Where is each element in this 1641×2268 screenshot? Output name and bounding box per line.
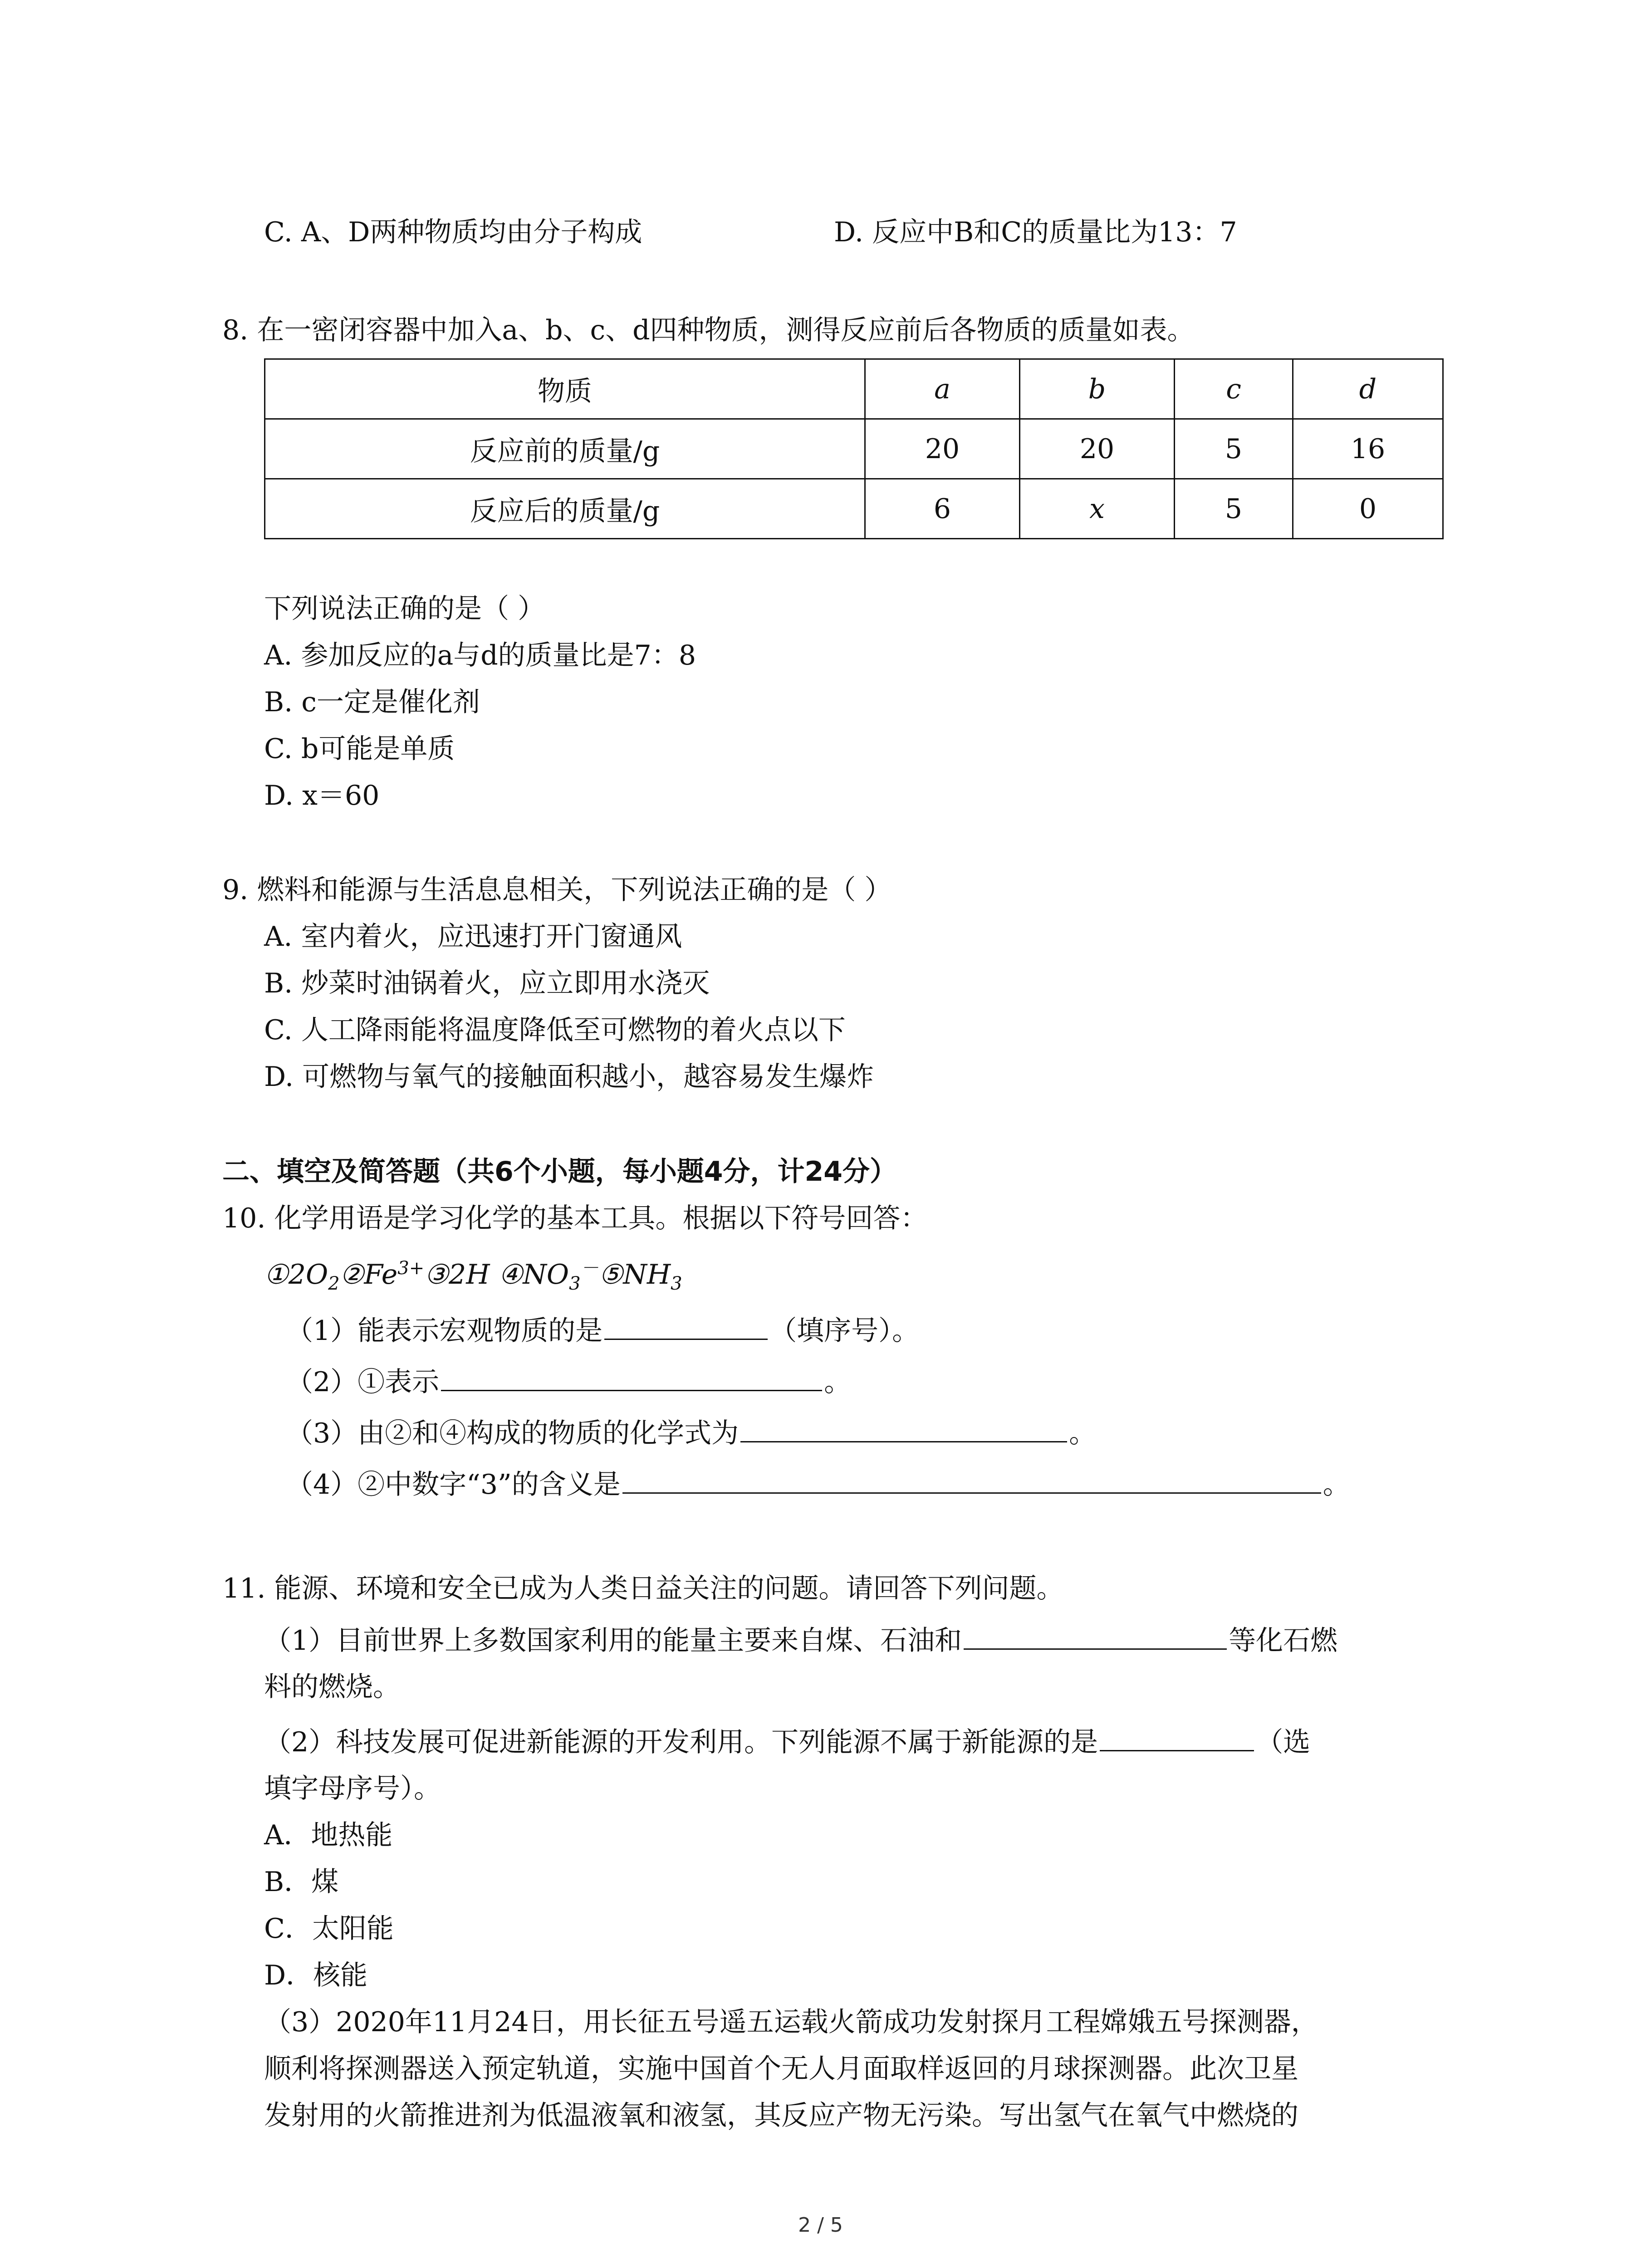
answer-blank[interactable] [622, 1466, 1321, 1494]
q11-stem: 11. 能源、环境和安全已成为人类日益关注的问题。请回答下列问题。 [222, 1573, 1064, 1604]
answer-blank[interactable] [441, 1364, 822, 1391]
table-cell: 0 [1293, 479, 1443, 539]
part-text: （2）科技发展可促进新能源的开发利用。下列能源不属于新能源的是 [264, 1726, 1098, 1758]
symbol-1-subscript: 2 [328, 1273, 340, 1294]
part-text: （3）由②和④构成的物质的化学式为 [286, 1418, 739, 1449]
page-number: 2 / 5 [798, 2214, 843, 2237]
table-row [265, 479, 1443, 539]
symbol-4-superscript: － [580, 1258, 599, 1279]
q11-part-1 [264, 1622, 1337, 1659]
answer-blank[interactable] [604, 1312, 768, 1340]
symbol-5: ⑤NH [598, 1259, 671, 1290]
part-text: （4）②中数字“3”的含义是 [286, 1469, 621, 1501]
table-cell: 20 [865, 419, 1020, 479]
table-cell: 5 [1175, 479, 1293, 539]
q8-option-b: B. c一定是催化剂 [264, 686, 480, 718]
table-row [265, 419, 1443, 479]
q7-option-d: D. 反应中B和C的质量比为13：7 [834, 216, 1237, 248]
symbol-1: ①2O [264, 1259, 328, 1290]
part-text: 等化石燃 [1229, 1625, 1338, 1657]
q10-symbols [264, 1256, 682, 1293]
q11-part-3-line-1: （3）2020年11月24日，用长征五号遥五运载火箭成功发射探月工程嫦娥五号探测器， [264, 2006, 1318, 2038]
part-text: （2）①表示 [286, 1366, 440, 1398]
part-text: （填序号）。 [769, 1315, 920, 1347]
table-header-cell: c [1175, 359, 1293, 419]
symbol-4: ④NO [490, 1259, 569, 1290]
q8-option-a: A. 参加反应的a与d的质量比是7：8 [264, 640, 696, 671]
symbol-4-subscript: 3 [569, 1273, 581, 1294]
q10-part-4 [286, 1466, 1350, 1503]
symbol-2: ②Fe [339, 1259, 398, 1290]
part-text: 。 [824, 1366, 852, 1398]
q10-part-1 [286, 1312, 919, 1349]
table-cell: 16 [1293, 419, 1443, 479]
table-cell: x [1020, 479, 1175, 539]
q10-part-3 [286, 1415, 1096, 1452]
q9-option-c: C. 人工降雨能将温度降低至可燃物的着火点以下 [264, 1014, 846, 1046]
symbol-5-subscript: 3 [671, 1273, 682, 1294]
q11-option-d: D．核能 [264, 1960, 368, 1991]
q10-stem: 10. 化学用语是学习化学的基本工具。根据以下符号回答： [222, 1202, 928, 1234]
table-cell: 6 [865, 479, 1020, 539]
q9-option-d: D. 可燃物与氧气的接触面积越小，越容易发生爆炸 [264, 1061, 874, 1093]
table-header-cell: b [1020, 359, 1175, 419]
q11-part-1-cont: 料的燃烧。 [264, 1671, 400, 1703]
part-text: 。 [1069, 1418, 1097, 1449]
section-2-title: 二、填空及简答题（共6个小题，每小题4分，计24分） [222, 1156, 897, 1188]
table-cell: 反应后的质量/g [265, 479, 865, 539]
q8-option-c: C. b可能是单质 [264, 733, 455, 765]
symbol-2-superscript: 3+ [397, 1258, 425, 1279]
part-text: （1）能表示宏观物质的是 [286, 1315, 603, 1347]
q11-part-2 [264, 1724, 1310, 1760]
answer-blank[interactable] [1100, 1724, 1254, 1751]
q9-option-a: A. 室内着火，应迅速打开门窗通风 [264, 921, 682, 953]
q11-part-3-line-3: 发射用的火箭推进剂为低温液氧和液氢，其反应产物无污染。写出氢气在氧气中燃烧的 [264, 2100, 1298, 2131]
table-header-row [265, 359, 1443, 419]
table-cell: 5 [1175, 419, 1293, 479]
table-header-cell: d [1293, 359, 1443, 419]
table-header-cell: 物质 [265, 359, 865, 419]
q11-option-a: A．地热能 [264, 1819, 393, 1851]
q11-option-b: B．煤 [264, 1866, 339, 1898]
table-cell: 反应前的质量/g [265, 419, 865, 479]
table-header-cell: a [865, 359, 1020, 419]
q7-option-c: C. A、D两种物质均由分子构成 [264, 216, 642, 248]
q11-part-2-cont: 填字母序号）。 [264, 1773, 441, 1804]
table-cell: 20 [1020, 419, 1175, 479]
q8-option-d: D. x＝60 [264, 780, 380, 811]
q9-option-b: B. 炒菜时油锅着火，应立即用水浇灭 [264, 968, 710, 999]
q10-part-2 [286, 1364, 851, 1400]
part-text: （1）目前世界上多数国家利用的能量主要来自煤、石油和 [264, 1625, 962, 1657]
q8-mass-table [264, 358, 1444, 539]
answer-blank[interactable] [740, 1415, 1067, 1442]
q11-option-c: C．太阳能 [264, 1913, 394, 1945]
q8-prompt: 下列说法正确的是（ ） [264, 593, 545, 625]
answer-blank[interactable] [964, 1622, 1227, 1650]
symbol-3: ③2H [424, 1259, 490, 1290]
q8-stem: 8. 在一密闭容器中加入a、b、c、d四种物质，测得反应前后各物质的质量如表。 [222, 314, 1195, 346]
part-text: 。 [1323, 1469, 1350, 1501]
q11-part-3-line-2: 顺利将探测器送入预定轨道，实施中国首个无人月面取样返回的月球探测器。此次卫星 [264, 2053, 1298, 2085]
q9-stem: 9. 燃料和能源与生活息息相关，下列说法正确的是（ ） [222, 874, 892, 906]
part-text: （选 [1256, 1726, 1311, 1758]
